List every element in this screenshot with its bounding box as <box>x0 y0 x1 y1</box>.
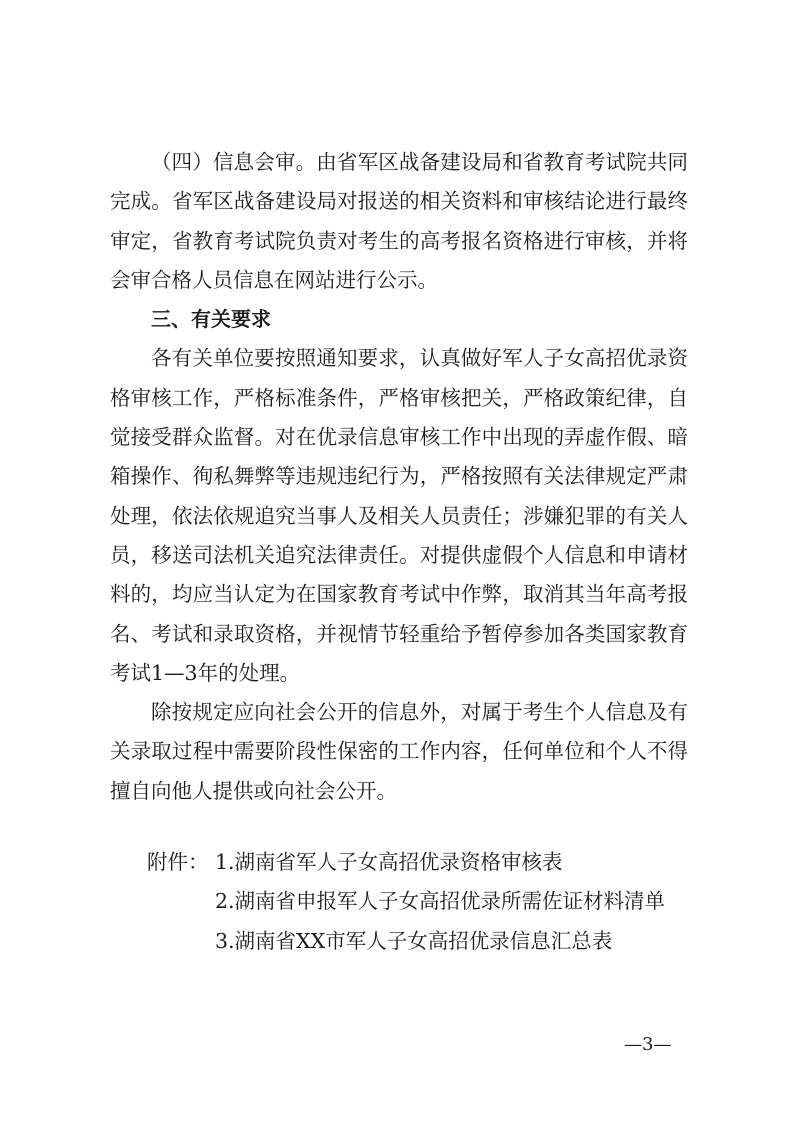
attachments-list <box>147 843 665 961</box>
attachments-label: 附件： <box>147 850 209 874</box>
attachment-item <box>147 843 665 882</box>
page-number: —3— <box>624 1034 672 1055</box>
paragraph-confidentiality: 除按规定应向社会公开的信息外，对属于考生个人信息及有关录取过程中需要阶段性保密的工作内容，任何单位和个人不得擅自向他人提供或向社会公开。 <box>110 700 688 803</box>
attachment-item-2: 2.湖南省申报军人子女高招优录所需佐证材料清单 <box>215 889 666 914</box>
attachment-item-1: 1.湖南省军人子女高招优录资格审核表 <box>215 850 563 874</box>
section-heading-requirements: 三、有关要求 <box>151 307 271 332</box>
attachment-item-3: 3.湖南省XX市军人子女高招优录信息汇总表 <box>215 928 613 953</box>
paragraph-requirements: 各有关单位要按照通知要求，认真做好军人子女高招优录资格审核工作，严格标准条件，严格审核把关，严格政策纪律，自觉接受群众监督。对在优录信息审核工作中出现的弄虚作假、暗箱操作、徇私舞弊等违规违纪行为，严格按照有关法律规定严肃处理，依法依规追究当事人及相关人员责任；涉嫌犯罪的有关人员，移送司法机关追究法律责任。对提供虚假个人信息和申请材料的，均应当认定为在国家教育考试中作弊，取消其当年高考报名、考试和录取资格，并视情节轻重给予暂停参加各类国家教育考试1—3年的处理。 <box>110 346 688 685</box>
attachment-item <box>147 882 665 921</box>
attachment-item <box>147 922 665 961</box>
document-body <box>110 143 688 811</box>
paragraph-info-review: （四）信息会审。由省军区战备建设局和省教育考试院共同完成。省军区战备建设局对报送的相关资料和审核结论进行最终审定，省教育考试院负责对考生的高考报名资格进行审核，并将会审合格人员信息在网站进行公示。 <box>110 150 688 292</box>
